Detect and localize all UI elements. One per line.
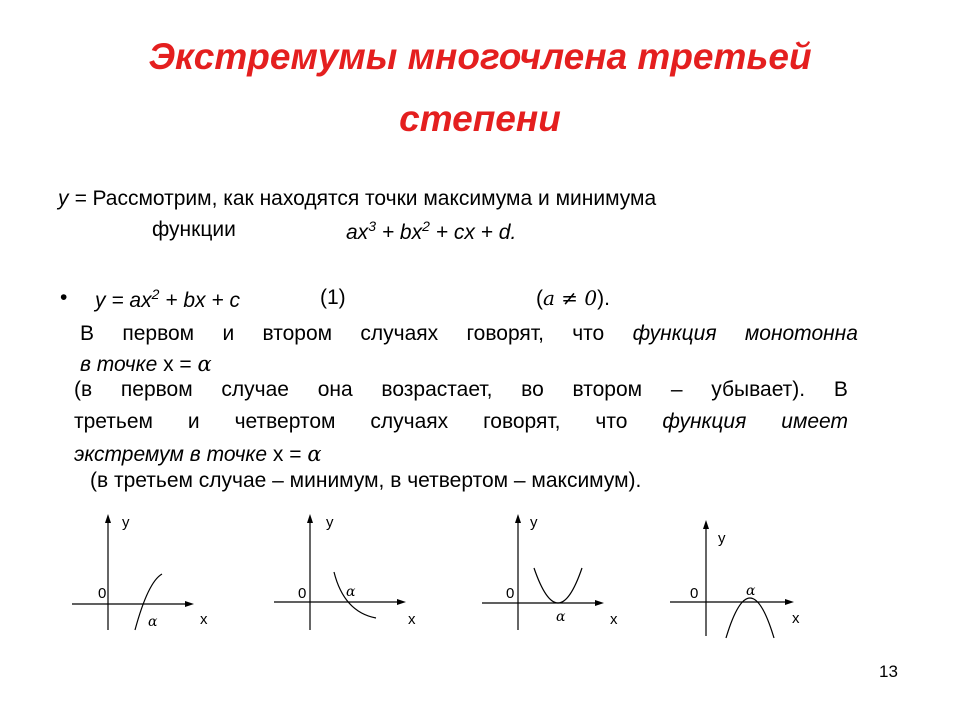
slide-number: 13 <box>879 662 898 681</box>
y-axis-arrow <box>703 520 709 529</box>
y-axis-arrow <box>105 514 111 523</box>
slide-title-line2: степени <box>399 98 561 139</box>
alpha-label: α <box>746 583 756 599</box>
cubic-formula: $ax^3 + bx^2$ + cx + d. <box>346 218 517 244</box>
y-axis-arrow <box>307 514 313 523</box>
alpha-label: α <box>346 584 356 600</box>
bullet-point: • <box>60 286 68 309</box>
alpha-label: α <box>148 614 158 630</box>
y-label: y <box>530 514 538 531</box>
minimum-curve <box>534 568 582 603</box>
y-label: y <box>718 530 726 547</box>
graph-maximum <box>664 514 824 644</box>
extremum-line2: третьем и четвертом случаях говорят, что функция имеет <box>74 410 848 433</box>
y-axis-arrow <box>515 514 521 523</box>
quadratic-formula: $y = ax^2$ + bx + c <box>95 286 240 312</box>
min-max-note: (в третьем случае – минимум, в четвертом – максимум). <box>90 469 642 492</box>
slide-title-line1: Экстремумы многочлена третьей <box>148 36 812 77</box>
maximum-curve <box>726 598 774 638</box>
graph-minimum <box>478 508 638 638</box>
y-label: y <box>326 514 334 531</box>
origin-label: 0 <box>690 585 699 602</box>
x-label: x <box>200 611 208 628</box>
x-label: x <box>610 611 618 628</box>
x-axis-arrow <box>595 600 604 606</box>
graph-increasing <box>60 508 220 638</box>
x-axis-arrow <box>785 599 794 605</box>
x-label: x <box>792 610 800 627</box>
intro-line1 <box>58 187 656 211</box>
condition: (a ≠ 0). <box>536 286 610 310</box>
extremum-line3: экстремум в точке x = α <box>74 442 322 466</box>
origin-label: 0 <box>98 585 107 602</box>
intro-text: Рассмотрим, как находятся точки максимума и минимума <box>92 187 657 210</box>
x-label: x <box>408 611 416 628</box>
origin-label: 0 <box>506 585 515 602</box>
monotone-line2: в точке x = α <box>80 352 212 376</box>
origin-label: 0 <box>298 585 307 602</box>
formula-number: (1) <box>320 286 346 309</box>
function-word: функции <box>152 218 236 241</box>
y-label: y <box>122 514 130 531</box>
monotone-line1: В первом и втором случаях говорят, что функция монотонна <box>80 322 858 345</box>
y-equals: y = <box>58 187 87 210</box>
alpha-label: α <box>556 609 566 625</box>
x-axis-arrow <box>397 599 406 605</box>
x-axis-arrow <box>185 601 194 607</box>
graph-decreasing <box>272 508 432 638</box>
extremum-line1: (в первом случае она возрастает, во втором – убывает). В <box>74 378 848 401</box>
